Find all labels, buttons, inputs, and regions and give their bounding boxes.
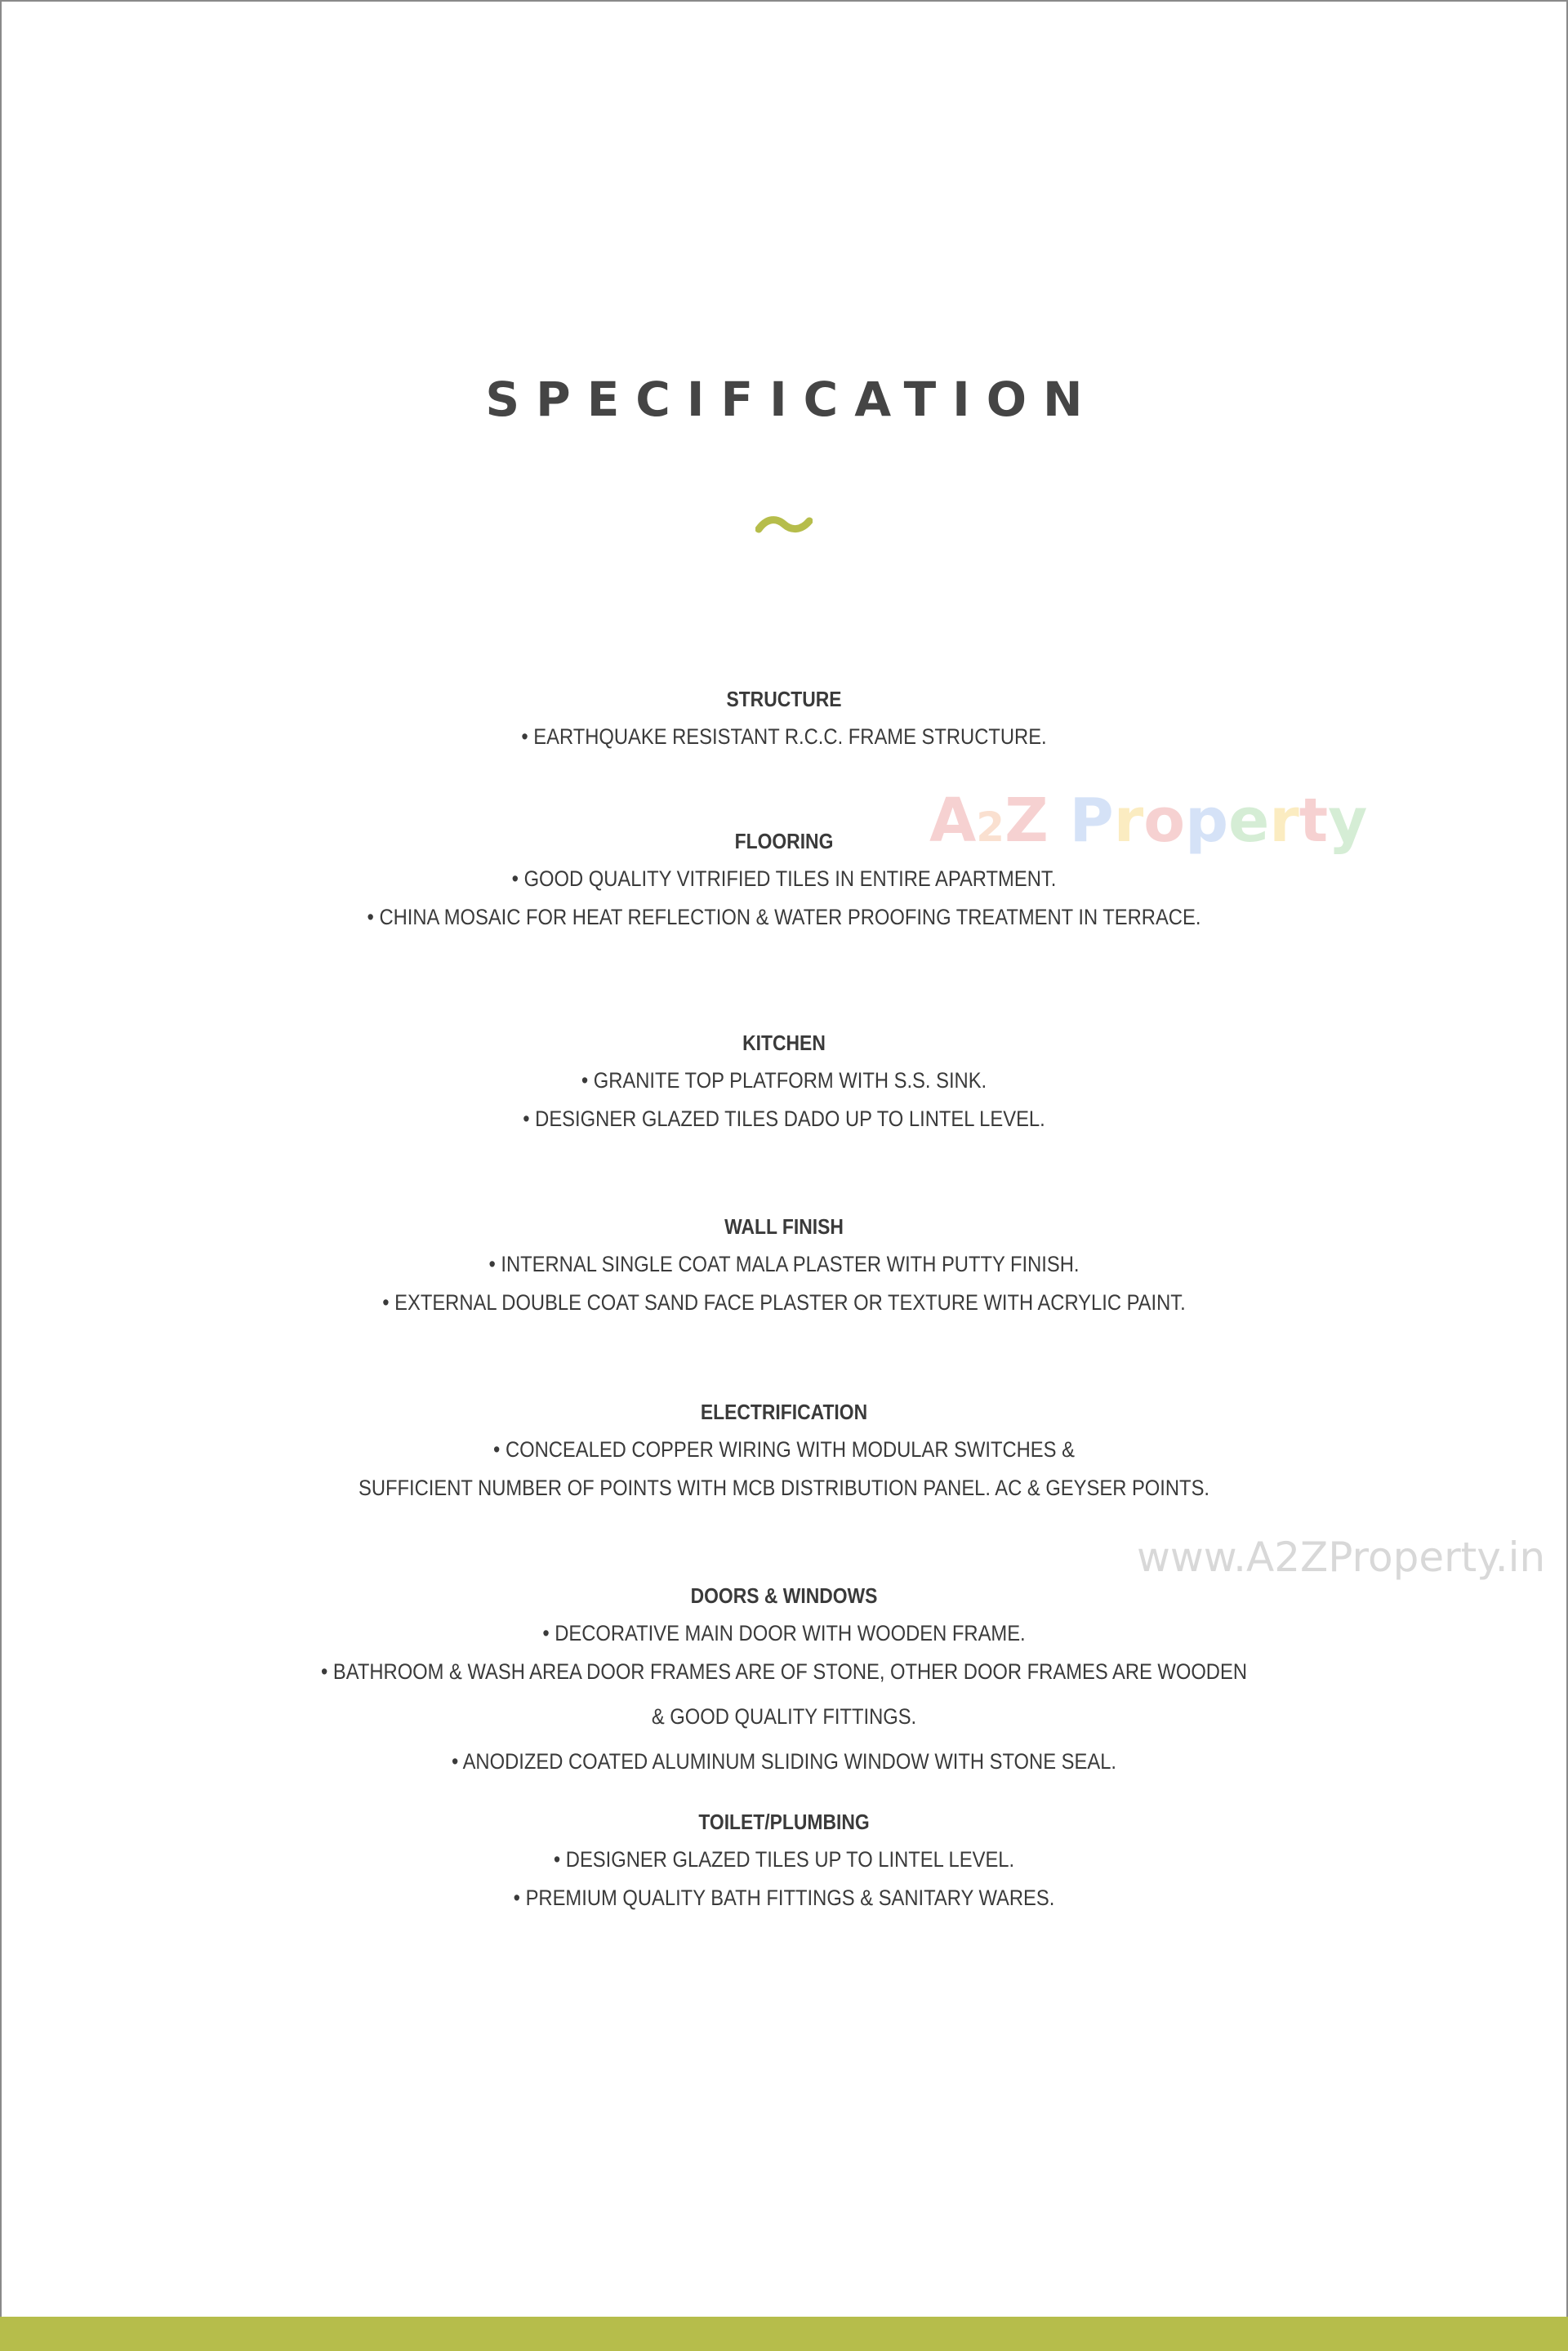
- spec-item: • DESIGNER GLAZED TILES UP TO LINTEL LEVEL.: [553, 1847, 1015, 1872]
- spec-item: • EARTHQUAKE RESISTANT R.C.C. FRAME STRUCTURE.: [521, 724, 1047, 749]
- section-heading: KITCHEN: [742, 1031, 826, 1055]
- section-heading: TOILET/PLUMBING: [698, 1810, 870, 1834]
- section-heading: WALL FINISH: [724, 1214, 844, 1239]
- tilde-divider-icon: [0, 513, 1568, 545]
- section-doors-windows: [0, 1574, 1568, 1784]
- section-structure: [0, 678, 1568, 753]
- footer-accent-bar: [0, 2317, 1568, 2351]
- section-toilet-plumbing: [0, 1801, 1568, 1921]
- spec-item: • CHINA MOSAIC FOR HEAT REFLECTION & WATER PROOFING TREATMENT IN TERRACE.: [367, 905, 1201, 929]
- specification-list: [0, 678, 1568, 1921]
- section-flooring: [0, 820, 1568, 940]
- spec-item: • CONCEALED COPPER WIRING WITH MODULAR SWITCHES &: [493, 1437, 1075, 1462]
- section-electrification: [0, 1391, 1568, 1511]
- spec-item: • BATHROOM & WASH AREA DOOR FRAMES ARE OF STONE, OTHER DOOR FRAMES ARE WOODEN: [321, 1659, 1247, 1684]
- page-title: SPECIFICATION: [485, 372, 1099, 427]
- spec-item: • DESIGNER GLAZED TILES DADO UP TO LINTEL LEVEL.: [523, 1106, 1045, 1131]
- section-heading: FLOORING: [734, 829, 834, 853]
- section-heading: DOORS & WINDOWS: [690, 1583, 878, 1608]
- section-kitchen: [0, 1022, 1568, 1142]
- section-heading: STRUCTURE: [726, 687, 842, 711]
- spec-item: • INTERNAL SINGLE COAT MALA PLASTER WITH PUTTY FINISH.: [488, 1252, 1080, 1276]
- spec-item: • GRANITE TOP PLATFORM WITH S.S. SINK.: [581, 1068, 987, 1093]
- spec-item: • GOOD QUALITY VITRIFIED TILES IN ENTIRE APARTMENT.: [511, 866, 1057, 891]
- spec-item: SUFFICIENT NUMBER OF POINTS WITH MCB DISTRIBUTION PANEL. AC & GEYSER POINTS.: [358, 1476, 1210, 1500]
- section-wall-finish: [0, 1205, 1568, 1325]
- spec-item: • DECORATIVE MAIN DOOR WITH WOODEN FRAME.: [542, 1621, 1026, 1645]
- spec-item: • EXTERNAL DOUBLE COAT SAND FACE PLASTER OR TEXTURE WITH ACRYLIC PAINT.: [382, 1290, 1186, 1315]
- spec-item: • ANODIZED COATED ALUMINUM SLIDING WINDOW WITH STONE SEAL.: [451, 1749, 1117, 1774]
- spec-item: • PREMIUM QUALITY BATH FITTINGS & SANITARY WARES.: [513, 1886, 1055, 1910]
- watermark-logo: A2Z Property: [929, 786, 1368, 856]
- section-heading: ELECTRIFICATION: [700, 1400, 868, 1424]
- spec-item: & GOOD QUALITY FITTINGS.: [651, 1704, 917, 1729]
- watermark-url: www.A2ZProperty.in: [1137, 1534, 1546, 1581]
